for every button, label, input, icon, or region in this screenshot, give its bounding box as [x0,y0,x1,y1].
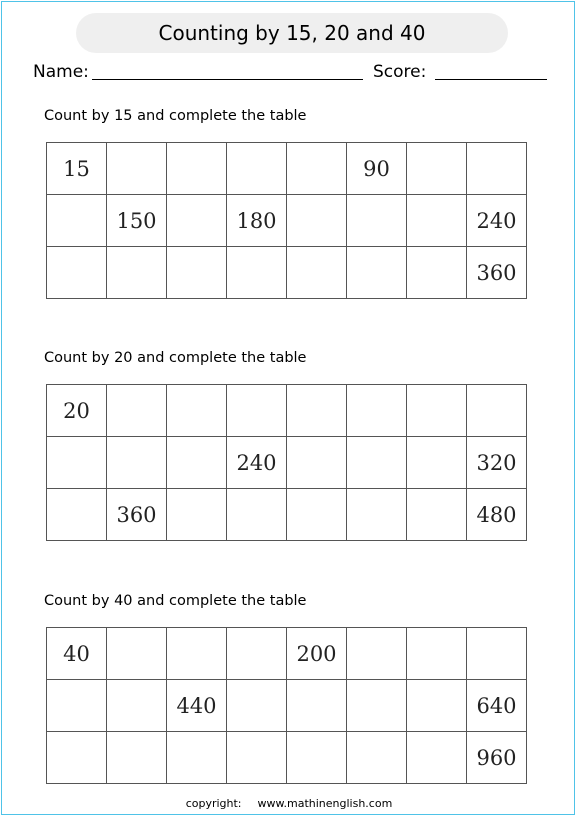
blank-answer-cell[interactable] [107,247,167,299]
name-label: Name: [33,62,89,82]
blank-answer-cell[interactable] [347,680,407,732]
blank-answer-cell[interactable] [167,628,227,680]
table-row [47,732,527,784]
blank-answer-cell[interactable] [347,385,407,437]
blank-answer-cell[interactable] [47,680,107,732]
blank-answer-cell[interactable] [167,247,227,299]
blank-answer-cell[interactable] [47,437,107,489]
given-number-cell: 960 [467,732,527,784]
blank-answer-cell[interactable] [407,195,467,247]
blank-answer-cell[interactable] [407,628,467,680]
blank-answer-cell[interactable] [287,489,347,541]
blank-answer-cell[interactable] [167,195,227,247]
given-number-cell: 20 [47,385,107,437]
blank-answer-cell[interactable] [167,437,227,489]
table-row [47,437,527,489]
worksheet-title-text: Counting by 15, 20 and 40 [158,21,426,45]
table-row [47,489,527,541]
blank-answer-cell[interactable] [287,437,347,489]
given-number-cell: 90 [347,143,407,195]
blank-answer-cell[interactable] [347,732,407,784]
blank-answer-cell[interactable] [227,385,287,437]
blank-answer-cell[interactable] [287,143,347,195]
site-link[interactable]: www.mathinenglish.com [257,797,393,810]
blank-answer-cell[interactable] [467,628,527,680]
count-by-20-table [46,384,527,541]
blank-answer-cell[interactable] [227,489,287,541]
blank-answer-cell[interactable] [227,143,287,195]
blank-answer-cell[interactable] [407,143,467,195]
blank-answer-cell[interactable] [287,732,347,784]
blank-answer-cell[interactable] [227,680,287,732]
blank-answer-cell[interactable] [107,628,167,680]
given-number-cell: 360 [107,489,167,541]
blank-answer-cell[interactable] [227,732,287,784]
blank-answer-cell[interactable] [167,143,227,195]
given-number-cell: 240 [227,437,287,489]
blank-answer-cell[interactable] [287,247,347,299]
blank-answer-cell[interactable] [287,680,347,732]
blank-answer-cell[interactable] [467,143,527,195]
score-label: Score: [373,62,427,82]
table-row [47,247,527,299]
blank-answer-cell[interactable] [407,385,467,437]
blank-answer-cell[interactable] [347,489,407,541]
blank-answer-cell[interactable] [407,680,467,732]
given-number-cell: 150 [107,195,167,247]
table-row [47,628,527,680]
given-number-cell: 15 [47,143,107,195]
blank-answer-cell[interactable] [47,247,107,299]
given-number-cell: 440 [167,680,227,732]
blank-answer-cell[interactable] [107,680,167,732]
blank-answer-cell[interactable] [167,489,227,541]
blank-answer-cell[interactable] [407,732,467,784]
blank-answer-cell[interactable] [107,385,167,437]
blank-answer-cell[interactable] [407,247,467,299]
blank-answer-cell[interactable] [287,195,347,247]
given-number-cell: 180 [227,195,287,247]
score-blank-line[interactable] [435,79,547,80]
blank-answer-cell[interactable] [347,195,407,247]
table-row [47,680,527,732]
blank-answer-cell[interactable] [167,732,227,784]
blank-answer-cell[interactable] [467,385,527,437]
section-1-heading: Count by 15 and complete the table [44,108,307,124]
copyright-label: copyright: [185,797,242,810]
name-blank-line[interactable] [92,79,363,80]
table-row [47,385,527,437]
footer [0,797,578,810]
section-2-heading: Count by 20 and complete the table [44,350,307,366]
given-number-cell: 240 [467,195,527,247]
given-number-cell: 640 [467,680,527,732]
blank-answer-cell[interactable] [227,247,287,299]
blank-answer-cell[interactable] [107,437,167,489]
blank-answer-cell[interactable] [347,437,407,489]
blank-answer-cell[interactable] [47,489,107,541]
blank-answer-cell[interactable] [167,385,227,437]
worksheet-title [76,13,508,53]
table-row [47,143,527,195]
given-number-cell: 360 [467,247,527,299]
blank-answer-cell[interactable] [407,437,467,489]
given-number-cell: 480 [467,489,527,541]
section-3-heading: Count by 40 and complete the table [44,593,307,609]
table-row [47,195,527,247]
blank-answer-cell[interactable] [287,385,347,437]
blank-answer-cell[interactable] [107,143,167,195]
blank-answer-cell[interactable] [47,195,107,247]
blank-answer-cell[interactable] [107,732,167,784]
given-number-cell: 200 [287,628,347,680]
blank-answer-cell[interactable] [347,628,407,680]
count-by-40-table [46,627,527,784]
blank-answer-cell[interactable] [227,628,287,680]
blank-answer-cell[interactable] [47,732,107,784]
blank-answer-cell[interactable] [347,247,407,299]
given-number-cell: 320 [467,437,527,489]
count-by-15-table [46,142,527,299]
blank-answer-cell[interactable] [407,489,467,541]
given-number-cell: 40 [47,628,107,680]
